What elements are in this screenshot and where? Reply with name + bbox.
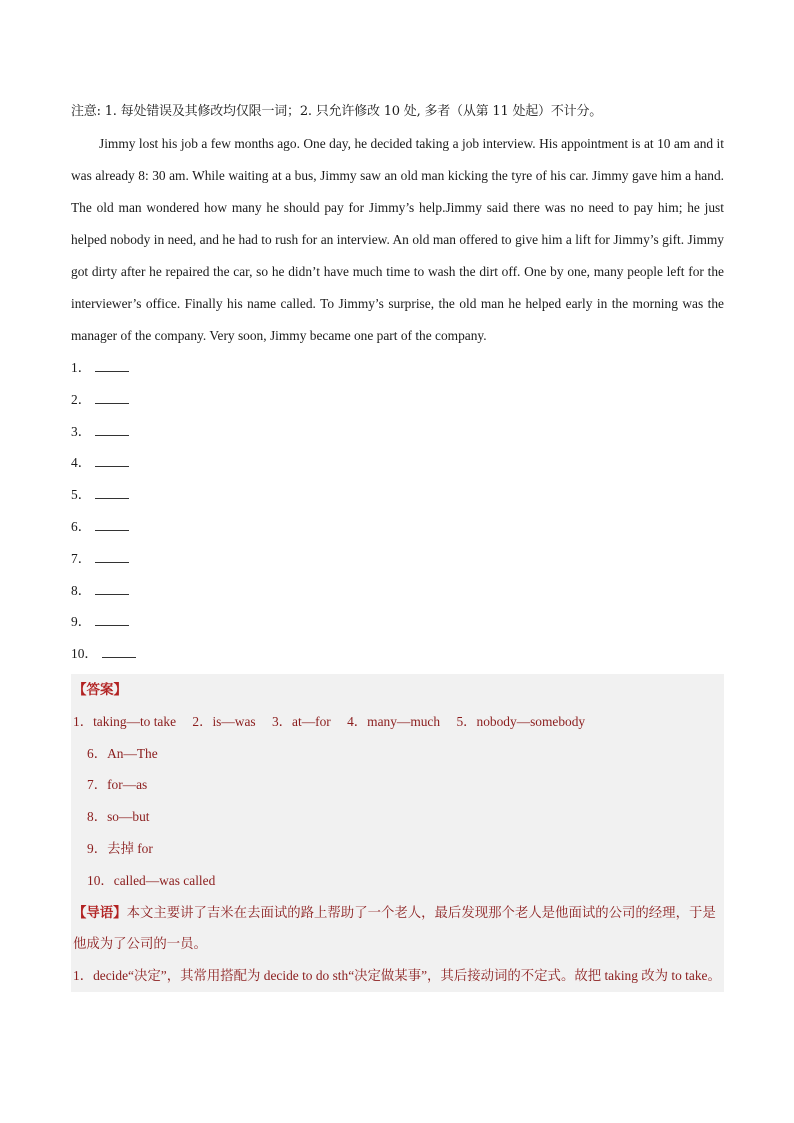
blank-line (95, 361, 129, 372)
guide-paragraph (73, 897, 722, 961)
blank-10[interactable] (71, 638, 724, 670)
blank-line (95, 584, 129, 595)
blank-line (95, 456, 129, 467)
blank-number: 4． (71, 455, 92, 471)
blank-number: 6． (71, 518, 92, 534)
blank-number: 3． (71, 423, 92, 439)
blank-line (102, 647, 136, 658)
answer-item: 2．is—was (192, 713, 256, 729)
blank-line (95, 615, 129, 626)
answer-item: 9．去掉 for (87, 840, 153, 856)
answer-item: 6．An—The (87, 745, 158, 761)
blank-line (95, 488, 129, 499)
blank-2[interactable] (71, 384, 724, 416)
guide-tag: 【导语】 (73, 904, 127, 920)
answer-blanks (71, 352, 724, 670)
answer-item: 7．for—as (87, 777, 148, 793)
blank-number: 2． (71, 391, 92, 407)
instructions-note: 注意: 1. 每处错误及其修改均仅限一词；2. 只允许修改 10 处, 多者（从第 11 处起）不计分。 (71, 104, 603, 119)
answer-item: 3．at—for (271, 713, 331, 729)
blank-line (95, 425, 129, 436)
blank-6[interactable] (71, 511, 724, 543)
explanation-paragraph: 1．decide“决定”，其常用搭配为 decide to do sth“决定做某事”，其后接动词的不定式。故把 taking 改为 to take。 (73, 968, 721, 984)
blank-number: 1． (71, 360, 92, 375)
document-page (71, 96, 724, 992)
guide-text: 本文主要讲了吉米在去面试的路上帮助了一个老人，最后发现那个老人是他面试的公司的经理，于是他成为了公司的一员。 (73, 904, 716, 952)
blank-line (95, 552, 129, 563)
blank-number: 9． (71, 614, 92, 630)
blank-9[interactable] (71, 606, 724, 638)
blank-1[interactable] (71, 352, 724, 384)
answer-item: 4．many—much (347, 713, 441, 729)
answer-item: 1．taking—to take (73, 713, 177, 729)
blank-5[interactable] (71, 479, 724, 511)
blank-8[interactable] (71, 575, 724, 607)
answer-first-line (73, 706, 722, 738)
answer-item: 8．so—but (87, 809, 150, 825)
blank-number: 5． (71, 487, 92, 503)
blank-line (95, 520, 129, 531)
answer-section (71, 674, 724, 992)
passage-text: Jimmy lost his job a few months ago. One day, he decided taking a job interview. His appointment is at 10 am and it was already 8: 30 am. While waiting at a bus, Jimmy saw an old man kicking the tyre of his car. Jimmy gave him a hand. The old man wondered how many he should pay for Jimmy’s help.Jimmy said there was no need to pay him; he just helped nobody in need, and he had to rush for an interview. An old man offered to give him a lift for Jimmy’s gift. Jimmy got dirty after he repaired the car, so he didn’t have much time to wash the dirt off. One by one, many people left for the interviewer’s office. Finally his name called. To Jimmy’s surprise, the old man he helped early in the morning was the manager of the company. Very soon, Jimmy became one part of the company. (71, 136, 724, 343)
answer-heading: 【答案】 (73, 681, 127, 697)
answer-item: 5．nobody—somebody (456, 713, 586, 729)
passage (71, 128, 724, 352)
blank-number: 8． (71, 582, 92, 598)
blank-4[interactable] (71, 447, 724, 479)
blank-line (95, 393, 129, 404)
blank-7[interactable] (71, 543, 724, 575)
blank-3[interactable] (71, 416, 724, 448)
blank-number: 10． (71, 646, 98, 662)
blank-number: 7． (71, 550, 92, 566)
answer-item: 10．called—was called (87, 872, 216, 888)
